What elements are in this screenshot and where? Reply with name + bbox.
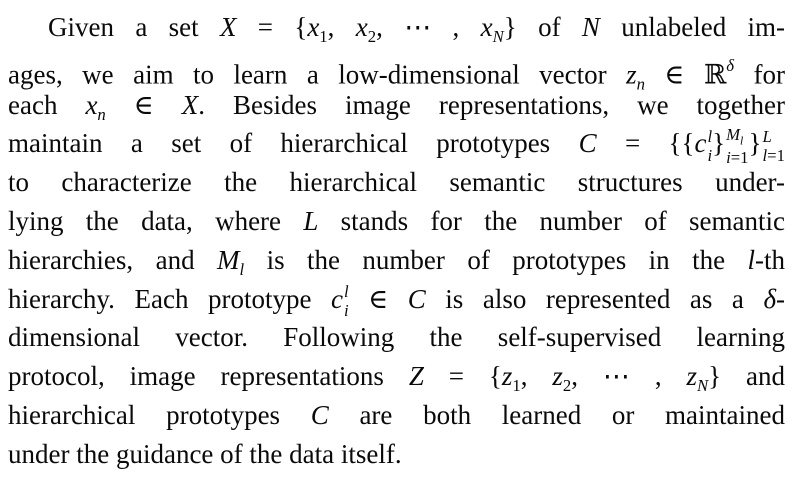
text-line-6: lying the data, where L stands for the number of semantic — [8, 205, 785, 236]
text-line-11: hierarchical prototypes C are both learned or maintained — [8, 399, 785, 430]
text-line-8: hierarchy. Each prototype c l i ∈ C is also represented as a δ- — [8, 282, 785, 321]
text-line-9: dimensional vector. Following the self-supervised learning — [8, 322, 785, 353]
paper-paragraph — [8, 8, 785, 474]
text-line-1: Given a set $X = \{x_1$, $x_2$, ⋯ , $x_N$} of N unlabeled im- — [48, 12, 786, 46]
text-line-10: protocol, image representations $Z = \{z_1$, $z_2$, ⋯ , $z_N$} and — [8, 361, 786, 396]
text-line-7: hierarchies, and $M_l$ is the number of prototypes in the l-th — [8, 244, 785, 279]
text-line-4: maintain a set of hierarchical prototypes C = {{c l i } $M_l$ i=1 } L l=1 — [8, 125, 785, 168]
text-line-2: ages, we aim to learn a low-dimensional vector $z_n$ ∈ ℝ$^\delta$ for — [8, 55, 785, 94]
text-line-5: to characterize the hierarchical semantic structures under- — [8, 167, 785, 198]
text-line-3: each $x_n$ ∈ X. Besides image representations, we together — [8, 89, 785, 124]
text-line-12: under the guidance of the data itself. — [8, 438, 402, 469]
